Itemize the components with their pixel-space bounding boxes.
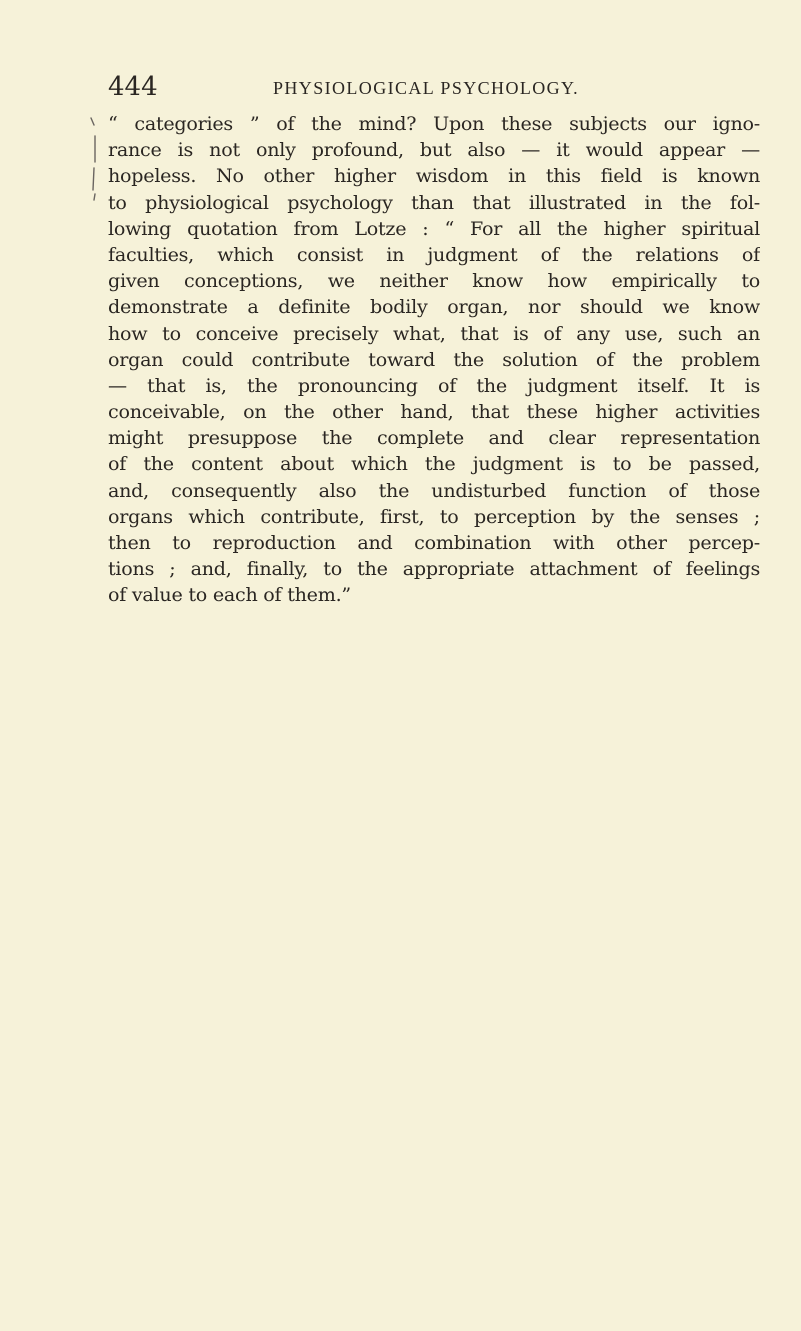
running-title: PHYSIOLOGICAL PSYCHOLOGY. (273, 78, 580, 98)
text-line: faculties, which consist in judgment of the relations of (108, 242, 760, 266)
running-head (108, 72, 758, 102)
text-line: organ could contribute toward the solution of the problem (108, 347, 760, 371)
text-line: then to reproduction and combination with other percep- (108, 531, 760, 554)
text-line: given conceptions, we neither know how empirically to (108, 269, 760, 293)
page-number: 444 (108, 72, 158, 102)
text-line: hopeless. No other higher wisdom in this field is known (108, 164, 760, 188)
text-line: tions ; and, finally, to the appropriate attachment of feelings (108, 557, 760, 581)
text-line: to physiological psychology than that illustrated in the fol- (108, 190, 760, 214)
text-line: demonstrate a definite bodily organ, nor should we know (108, 295, 760, 319)
text-line: might presuppose the complete and clear representation (108, 426, 760, 450)
text-line: organs which contribute, first, to perception by the senses ; (108, 504, 760, 528)
text-line: of the content about which the judgment is to be passed, (108, 452, 760, 476)
text-line: — that is, the pronouncing of the judgment itself. It is (108, 373, 760, 397)
body-text (108, 111, 760, 609)
text-line: and, consequently also the undisturbed function of those (108, 478, 760, 502)
text-line: lowing quotation from Lotze : “ For all the higher spiritual (108, 216, 760, 240)
margin-pencil-mark (90, 116, 100, 216)
text-line: “ categories ” of the mind? Upon these subjects our igno- (108, 112, 760, 135)
text-line: rance is not only profound, but also — it would appear — (108, 138, 760, 162)
text-line: conceivable, on the other hand, that these higher activities (108, 400, 760, 424)
text-line: how to conceive precisely what, that is of any use, such an (108, 321, 760, 345)
text-line: of value to each of them.” (108, 583, 351, 607)
